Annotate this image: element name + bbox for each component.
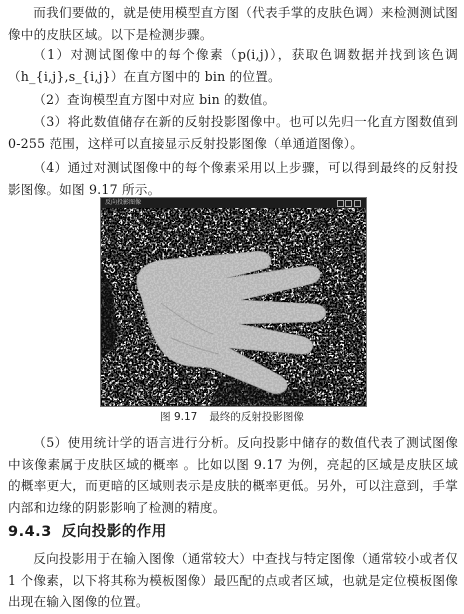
paragraph-intro: 而我们要做的，就是使用模型直方图（代表手掌的皮肤色调）来检测测试图像中的皮肤区域。以下是检测步骤。	[8, 5, 458, 42]
section-title: 反向投影的作用	[61, 524, 167, 540]
paragraph-section: 反向投影用于在输入图像（通常较大）中查找与特定图像（通常较小或者仅 1 个像素，以下将其称为模板图像）最匹配的点或者区域，也就是定位模板图像出现在输入图像的位置。	[8, 551, 458, 609]
figure-window-titlebar	[101, 198, 366, 208]
paragraph-step-5: （5）使用统计学的语言进行分析。反向投影中储存的数值代表了测试图像中该像素属于皮肤区域的概率 。比如以图 9.17 为例，亮起的区域是皮肤区域的概率更大，而更暗的区域则表示是皮肤的概率更低。另外，可以注意到，手掌内部和边缘的阴影影响了检测的精度。	[8, 435, 458, 515]
figure-number: 图 9.17	[160, 411, 198, 423]
paragraph-step-1: （1）对测试图像中的每个像素（p(i,j)），获取色调数据并找到该色调（h_{i,j},s_{i,j}）在直方图中的 bin 的位置。	[8, 47, 458, 84]
section-heading	[8, 520, 167, 541]
maximize-icon	[345, 200, 352, 207]
back-projection-image	[101, 208, 366, 406]
minimize-icon	[337, 200, 344, 207]
figure-caption	[0, 409, 464, 424]
paragraph-step-3: （3）将此数值储存在新的反射投影图像中。也可以先归一化直方图数值到 0-255 范围，这样可以直接显示反射投影图像（单通道图像）。	[8, 114, 458, 151]
close-icon	[354, 200, 361, 207]
paragraph-step-4: （4）通过对测试图像中的每个像素采用以上步骤，可以得到最终的反射投影图像。如图 9.17 所示。	[8, 160, 458, 197]
back-projection-figure	[100, 197, 367, 407]
paragraph-step-2: （2）查询模型直方图中对应 bin 的数值。	[33, 92, 276, 107]
figure-window-title: 反向投影图像	[105, 199, 142, 206]
section-number: 9.4.3	[8, 524, 52, 540]
figure-caption-text: 最终的反射投影图像	[209, 411, 304, 423]
